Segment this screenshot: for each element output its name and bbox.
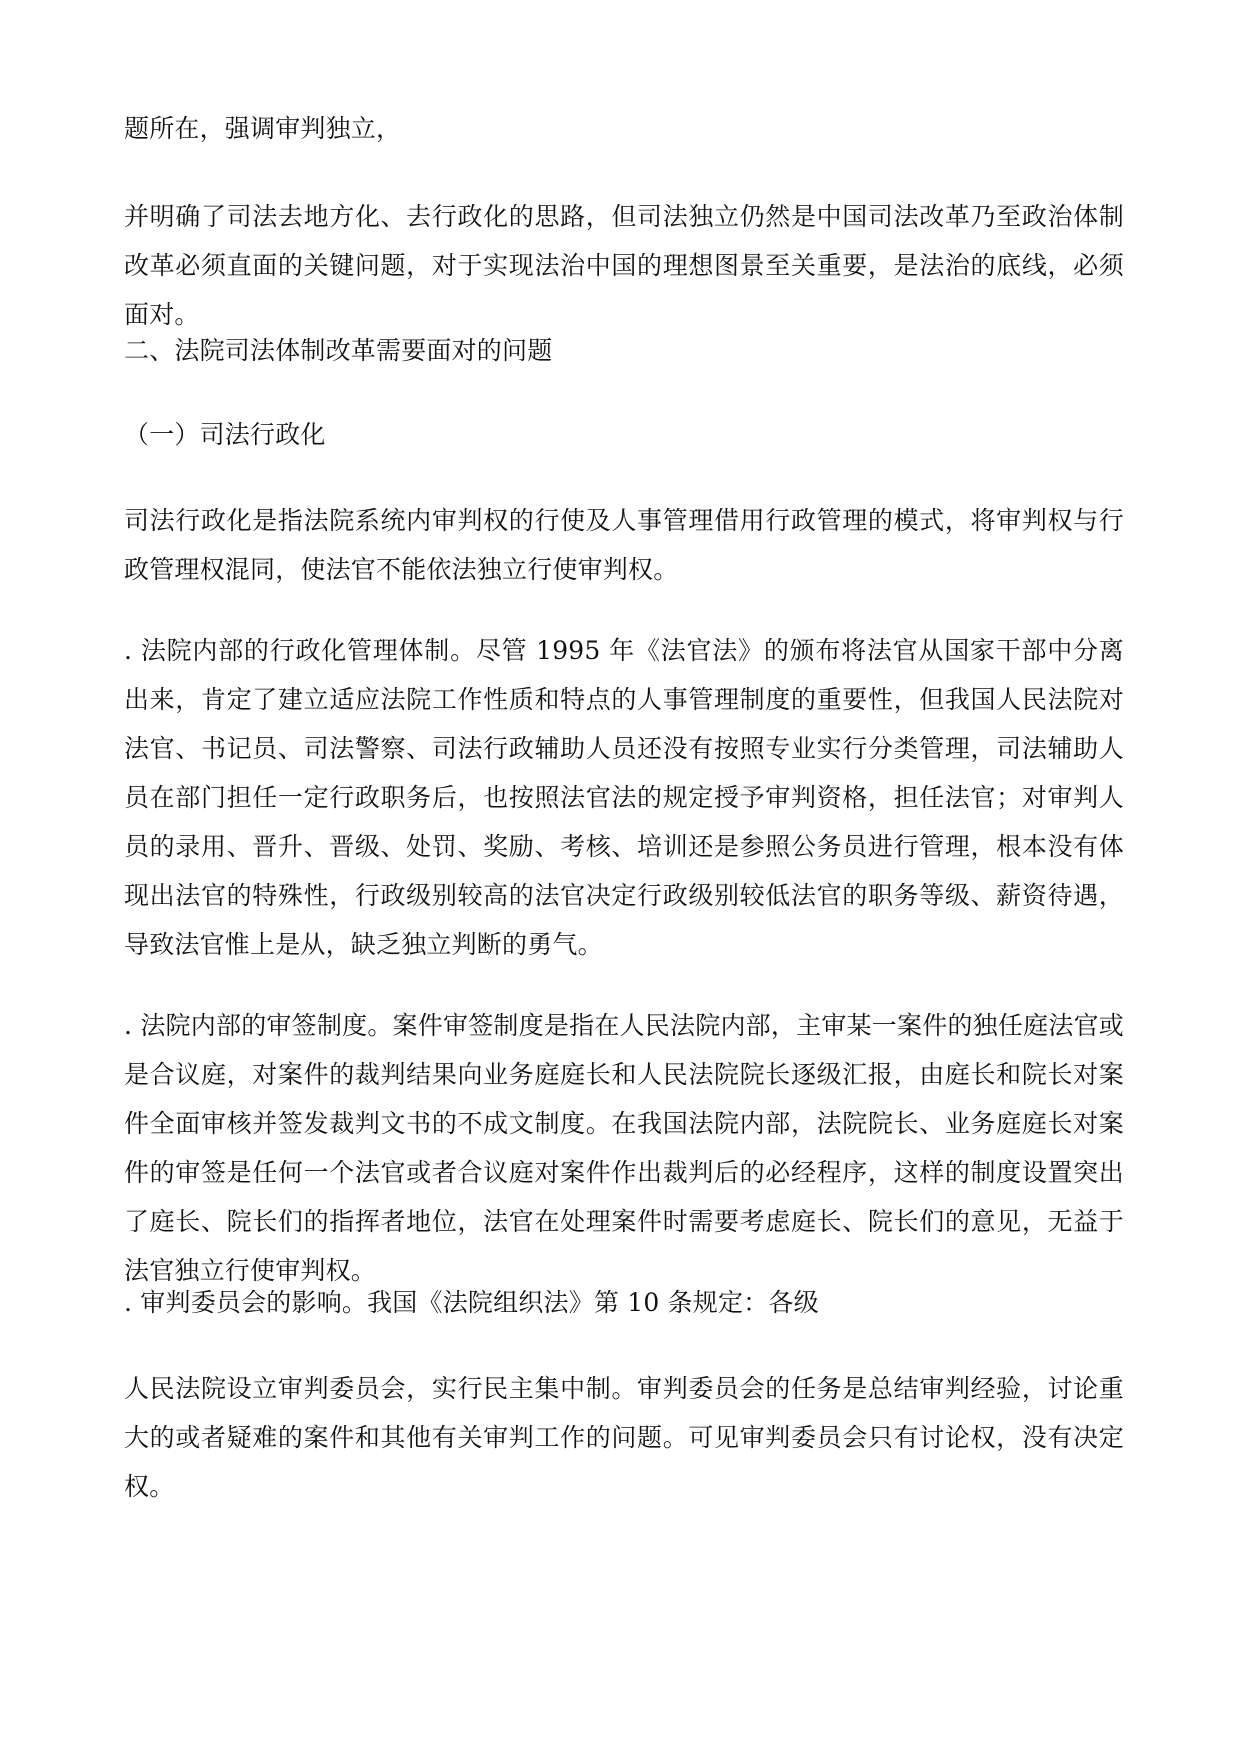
- section-heading: 二、法院司法体制改革需要面对的问题: [124, 336, 553, 365]
- subsection-heading: （一）司法行政化: [124, 420, 326, 449]
- paragraph-definition: 司法行政化是指法院系统内审判权的行使及人事管理借用行政管理的模式，将审判权与行政管理权混同，使法官不能依法独立行使审判权。: [124, 506, 1124, 584]
- paragraph-committee-influence: . 审判委员会的影响。我国《法院组织法》第 10 条规定：各级: [124, 1288, 819, 1317]
- paragraph-review-signoff: . 法院内部的审签制度。案件审签制度是指在人民法院内部，主审某一案件的独任庭法官或是合议庭，对案件的裁判结果向业务庭庭长和人民法院院长逐级汇报，由庭长和院长对案件全面审核并签发裁判文书的不成文制度。在我国法院内部，法院院长、业务庭庭长对案件的审签是任何一个法官或者合议庭对案件作出裁判后的必经程序，这样的制度设置突出了庭长、院长们的指挥者地位，法官在处理案件时需要考虑庭长、院长们的意见，无益于法官独立行使审判权。: [124, 1011, 1124, 1285]
- paragraph-admin-management: . 法院内部的行政化管理体制。尽管 1995 年《法官法》的颁布将法官从国家干部中分离出来，肯定了建立适应法院工作性质和特点的人事管理制度的重要性，但我国人民法院对法官、书记员、司法警察、司法行政辅助人员还没有按照专业实行分类管理，司法辅助人员在部门担任一定行政职务后，也按照法官法的规定授予审判资格，担任法官；对审判人员的录用、晋升、晋级、处罚、奖励、考核、培训还是参照公务员进行管理，根本没有体现出法官的特殊性，行政级别较高的法官决定行政级别较低法官的职务等级、薪资待遇，导致法官惟上是从，缺乏独立判断的勇气。: [124, 636, 1124, 959]
- paragraph-judicial-independence: 并明确了司法去地方化、去行政化的思路，但司法独立仍然是中国司法改革乃至政治体制改革必须直面的关键问题，对于实现法治中国的理想图景至关重要，是法治的底线，必须面对。: [124, 202, 1124, 329]
- paragraph-continuation: 题所在，强调审判独立，: [124, 114, 402, 143]
- paragraph-committee-details: 人民法院设立审判委员会，实行民主集中制。审判委员会的任务是总结审判经验，讨论重大的或者疑难的案件和其他有关审判工作的问题。可见审判委员会只有讨论权，没有决定权。: [124, 1374, 1124, 1501]
